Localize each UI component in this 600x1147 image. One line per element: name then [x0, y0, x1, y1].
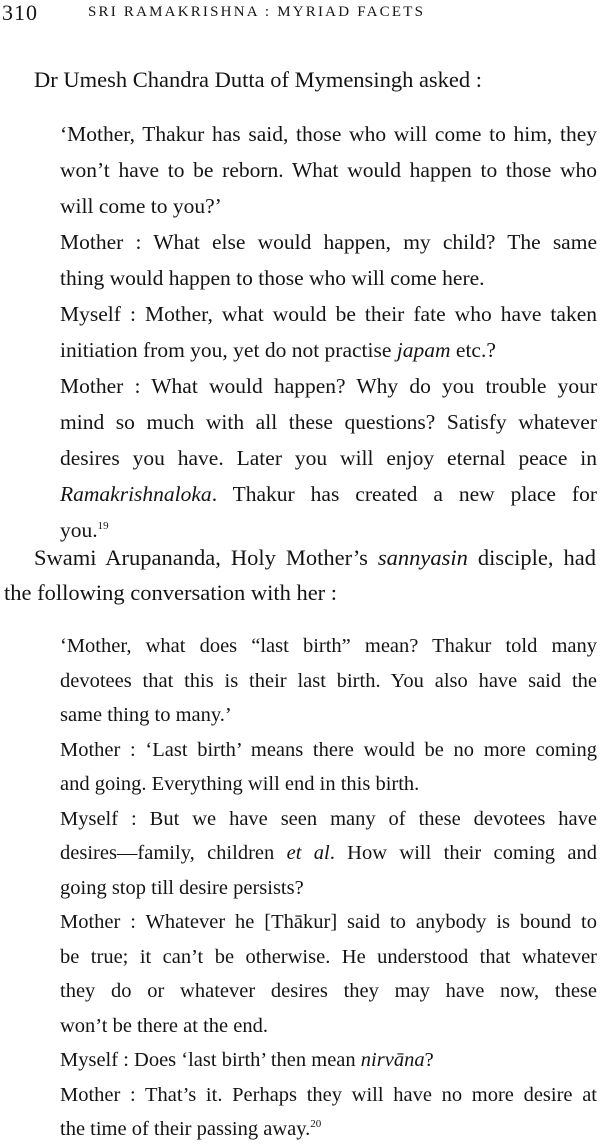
italic-term-japam: japam: [396, 338, 451, 362]
quote-text: desires—family, children: [60, 842, 287, 864]
quote-line: will come to you?’: [60, 194, 222, 218]
quote-line: Mother : ‘Last birth’ means there would be no more coming: [60, 738, 597, 761]
quote-line: won’t be there at the end.: [60, 1014, 268, 1037]
quote-line: be true; it can’t be otherwise. He understood that whatever: [60, 945, 597, 968]
quote-line: [60, 1112, 597, 1147]
quote-line: [60, 1043, 597, 1078]
quote-text: you.: [60, 518, 98, 542]
quote-line: Myself : Mother, what would be their fate who have taken: [60, 302, 597, 326]
running-head: SRI RAMAKRISHNA : MYRIAD FACETS: [88, 4, 426, 20]
quote-line: Mother : That’s it. Perhaps they will have no more desire at: [60, 1083, 597, 1106]
intro-text: disciple, had: [467, 545, 596, 570]
quote-text: ?: [424, 1049, 434, 1071]
quote-line: desires you have. Later you will enjoy eternal peace in: [60, 446, 597, 470]
intro-paragraph-2: [4, 540, 596, 610]
footnote-marker: 19: [97, 519, 109, 532]
italic-term-sannyasin: sannyasin: [377, 545, 468, 570]
intro-paragraph-1: [34, 62, 594, 98]
quote-line: they do or whatever desires they may have now, these: [60, 980, 597, 1002]
intro-text: Swami Arupananda, Holy Mother’s: [34, 545, 378, 570]
quote-line: [60, 332, 597, 368]
quote-line: mind so much with all these questions? Satisfy whatever: [60, 410, 597, 434]
quote-text: the time of their passing away.: [60, 1118, 311, 1140]
quote-line: [60, 836, 597, 871]
quote-line: Mother : What would happen? Why do you trouble your: [60, 374, 597, 398]
italic-term-et-al: et al: [286, 842, 330, 864]
quote-line: [60, 476, 597, 512]
quote-text: etc.?: [450, 338, 496, 362]
page-header: [0, 0, 600, 28]
italic-term-ramakrishnaloka: Ramakrishnaloka: [60, 482, 212, 506]
quote-line: going stop till desire persists?: [60, 876, 304, 899]
quote-text: . Thakur has created a new place for: [211, 482, 597, 506]
footnote-marker: 20: [310, 1118, 322, 1131]
quote-block-2: [60, 629, 597, 1147]
quote-line: and going. Everything will end in this birth.: [60, 773, 420, 795]
intro-line: Dr Umesh Chandra Dutta of Mymensingh asked :: [34, 67, 483, 92]
quote-text: Myself : Does ‘last birth’ then mean: [60, 1049, 361, 1071]
intro-line: [4, 540, 596, 575]
quote-line: thing would happen to those who will come here.: [60, 266, 485, 290]
page-number: 310: [2, 0, 38, 25]
quote-line: Myself : But we have seen many of these devotees have: [60, 807, 597, 830]
quote-line: ‘Mother, what does “last birth” mean? Thakur told many: [60, 635, 597, 657]
quote-text: . How will their coming and: [329, 842, 597, 864]
quote-line: ‘Mother, Thakur has said, those who will come to him, they: [60, 122, 597, 146]
quote-line: same thing to many.’: [60, 704, 232, 726]
italic-term-nirvana: nirvāna: [360, 1049, 425, 1071]
quote-line: Mother : What else would happen, my child? The same: [60, 230, 597, 254]
intro-line: the following conversation with her :: [4, 580, 338, 605]
quote-line: won’t have to be reborn. What would happen to those who: [60, 158, 597, 182]
quote-line: devotees that this is their last birth. You also have said the: [60, 669, 597, 692]
quote-text: initiation from you, yet do not practise: [60, 338, 397, 362]
quote-line: Mother : Whatever he [Thākur] said to anybody is bound to: [60, 911, 597, 933]
quote-block-1: [60, 116, 597, 548]
